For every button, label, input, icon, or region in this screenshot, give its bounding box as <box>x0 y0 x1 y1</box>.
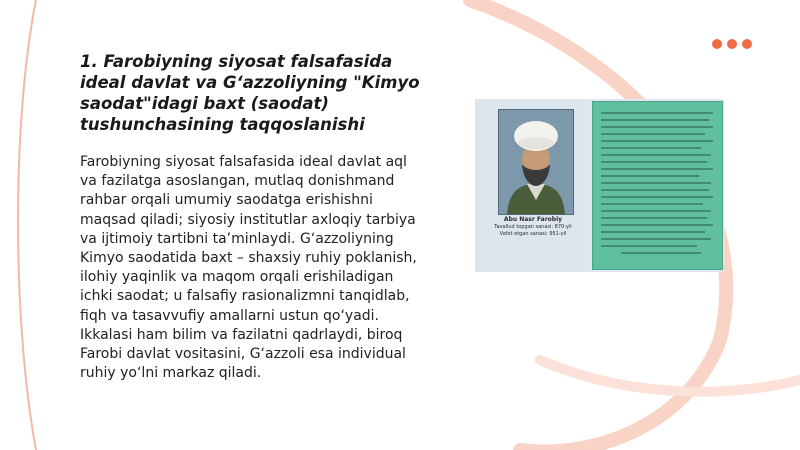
portrait-caption <box>485 216 581 238</box>
slide-title: 1. Farobiyning siyosat falsafasida ideal davlat va G‘azzoliyning "Kimyo saodat"idagi baxt (saodat) tushunchasining taqqoslanishi <box>80 52 420 134</box>
dot <box>712 39 722 49</box>
slide-body-text: Farobiyning siyosat falsafasida ideal davlat aql va fazilatga asoslangan, mutlaq donishmand rahbar orqali umumiy saodatga erishishni maqsad qiladi; siyosiy institutlar axloqiy tarbiya va ijtimoiy tartibni ta’minlaydi. G‘azzoliyning Kimyo saodatida baxt – shaxsiy ruhiy poklanish, ilohiy yaqinlik va maqom orqali erishiladigan ichki saodat; u falsafiy rasionalizmni tanqidlab, fiqh va tasavvufiy amallarni ustun qo‘yadi. Ikkalasi ham bilim va fazilatni qadrlaydi, biroq Farobi davlat vositasini, G‘azzoli esa individual ruhiy yo‘lni markaz qiladi. <box>80 154 417 382</box>
menu-dots <box>712 39 752 49</box>
caption-death: Vafot etgan sanasi: 951-yil <box>499 231 567 237</box>
portrait-image <box>498 109 574 215</box>
caption-birth: Tavallud topgan sanasi: 870-yil <box>494 224 572 230</box>
caption-name: Abu Nasr Farobiy <box>503 216 563 223</box>
portrait-panel <box>475 99 586 272</box>
dot <box>727 39 737 49</box>
dot <box>742 39 752 49</box>
farobiy-image <box>475 99 724 272</box>
biography-text-panel <box>592 101 723 270</box>
